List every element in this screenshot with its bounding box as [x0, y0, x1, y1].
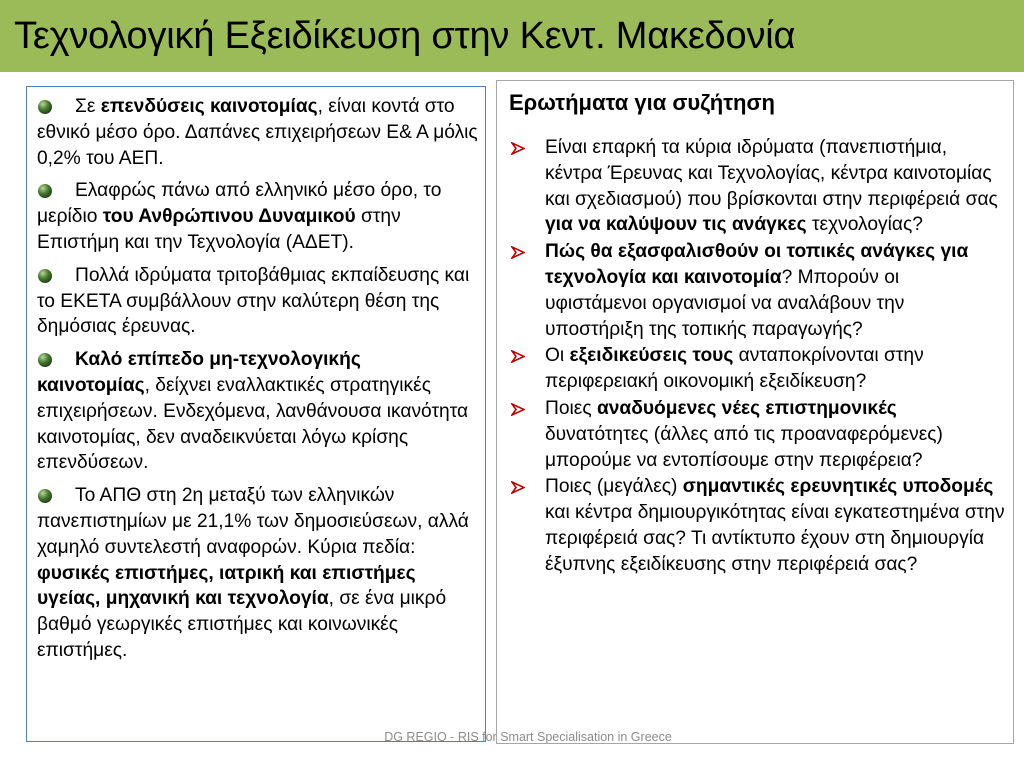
- text-segment: ανταποκρίνονται στην περιφερειακή οικονομική εξειδίκευση?: [545, 345, 924, 393]
- text-segment: , σε ένα μικρό βαθμό γεωργικές επιστήμες και κοινωνικές επιστήμες.: [37, 588, 447, 661]
- findings-list: [37, 94, 479, 664]
- green-sphere-bullet-icon: [37, 268, 53, 284]
- findings-panel: [26, 86, 486, 742]
- green-sphere-bullet-icon: [37, 352, 53, 368]
- text-segment: ? Μπορούν οι υφιστάμενοι οργανισμοί να αναλάβουν την υποστήριξη της τοπικής παραγωγής?: [545, 266, 905, 340]
- green-sphere-bullet-icon: [37, 488, 53, 504]
- text-segment: Ποιες (μεγάλες): [545, 476, 683, 498]
- red-arrow-bullet-icon: [511, 403, 525, 416]
- questions-heading: Ερωτήματα για συζήτηση: [509, 90, 775, 115]
- question-item: [509, 474, 1005, 577]
- bold-text-segment: του Ανθρώπινου Δυναμικού: [102, 206, 356, 228]
- question-item: [509, 343, 1005, 395]
- title-bar: [0, 0, 1024, 72]
- question-item: [509, 135, 1005, 238]
- red-arrow-bullet-icon: [511, 142, 525, 155]
- bold-text-segment: εξειδικεύσεις τους: [569, 345, 734, 367]
- bold-text-segment: Πώς θα εξασφαλισθούν οι τοπικές ανάγκες για τεχνολογία και καινοτομία: [545, 241, 969, 288]
- bold-text-segment: σημαντικές ερευνητικές υποδομές: [682, 476, 994, 498]
- text-segment: , δείχνει εναλλακτικές στρατηγικές επιχειρήσεων. Ενδεχόμενα, λανθάνουσα ικανότητα καινοτομίας, δεν αναδεικνύεται λόγω κρίσης επενδύσεων.: [37, 374, 469, 474]
- bold-text-segment: Καλό επίπεδο μη-τεχνολογικής καινοτομίας: [37, 349, 361, 396]
- text-segment: στην Επιστήμη και την Τεχνολογία (ΑΔΕΤ).: [37, 206, 401, 253]
- text-segment: Οι: [545, 345, 570, 367]
- text-segment: Σε: [75, 96, 101, 117]
- finding-item: [37, 483, 479, 664]
- bold-text-segment: επενδύσεις καινοτομίας: [100, 96, 318, 117]
- red-arrow-bullet-icon: [511, 246, 525, 259]
- questions-panel: [496, 80, 1014, 744]
- text-segment: και κέντρα δημιουργικότητας είναι εγκατεστημένα στην περιφέρειά σας? Τι αντίκτυπο έχουν στη δημιουργία έξυπνης εξειδίκευσης στην περιφέρειά σας?: [545, 502, 1005, 575]
- bold-text-segment: για να καλύψουν τις ανάγκες: [545, 214, 807, 236]
- text-segment: , είναι κοντά στο εθνικό μέσο όρο. Δαπάνες επιχειρήσεων Ε& Α μόλις 0,2% του ΑΕΠ.: [37, 96, 478, 169]
- text-segment: Ποιες: [545, 397, 597, 419]
- green-sphere-bullet-icon: [37, 99, 53, 115]
- finding-item: [37, 178, 479, 255]
- bold-text-segment: φυσικές επιστήμες, ιατρική και επιστήμες υγείας, μηχανική και τεχνολογία: [37, 562, 416, 610]
- text-segment: Ελαφρώς πάνω από ελληνικό μέσο όρο, το μερίδιο: [37, 180, 442, 228]
- green-sphere-bullet-icon: [37, 183, 53, 199]
- bold-text-segment: αναδυόμενες νέες επιστημονικές: [596, 397, 897, 419]
- text-segment: Πολλά ιδρύματα τριτοβάθμιας εκπαίδευσης και το ΕΚΕΤΑ συμβάλλουν στην καλύτερη θέση της δημόσιας έρευνας.: [37, 264, 470, 338]
- finding-item: [37, 263, 479, 340]
- finding-item: [37, 347, 479, 476]
- red-arrow-bullet-icon: [511, 481, 525, 494]
- question-item: [509, 239, 1005, 342]
- questions-list: [509, 135, 1005, 578]
- red-arrow-bullet-icon: [511, 350, 525, 363]
- finding-item: [37, 94, 479, 171]
- text-segment: Το ΑΠΘ στη 2η μεταξύ των ελληνικών πανεπιστημίων με 21,1% των δημοσιεύσεων, αλλά χαμηλό συντελεστή αναφορών. Κύρια πεδία:: [37, 485, 469, 558]
- question-item: [509, 396, 1005, 473]
- text-segment: τεχνολογίας?: [806, 214, 923, 236]
- text-segment: δυνατότητες (άλλες από τις προαναφερόμενες) μπορούμε να εντοπίσουμε στην περιφέρεια?: [545, 423, 943, 471]
- footer-text: DG REGIO - RIS for Smart Specialisation in Greece: [384, 730, 672, 744]
- text-segment: Είναι επαρκή τα κύρια ιδρύματα (πανεπιστήμια, κέντρα Έρευνας και Τεχνολογίας, κέντρα καινοτομίας και σχεδιασμού) που βρίσκονται στην περιφέρειά σας: [545, 137, 998, 210]
- slide-title: Τεχνολογική Εξειδίκευση στην Κεντ. Μακεδονία: [14, 15, 796, 57]
